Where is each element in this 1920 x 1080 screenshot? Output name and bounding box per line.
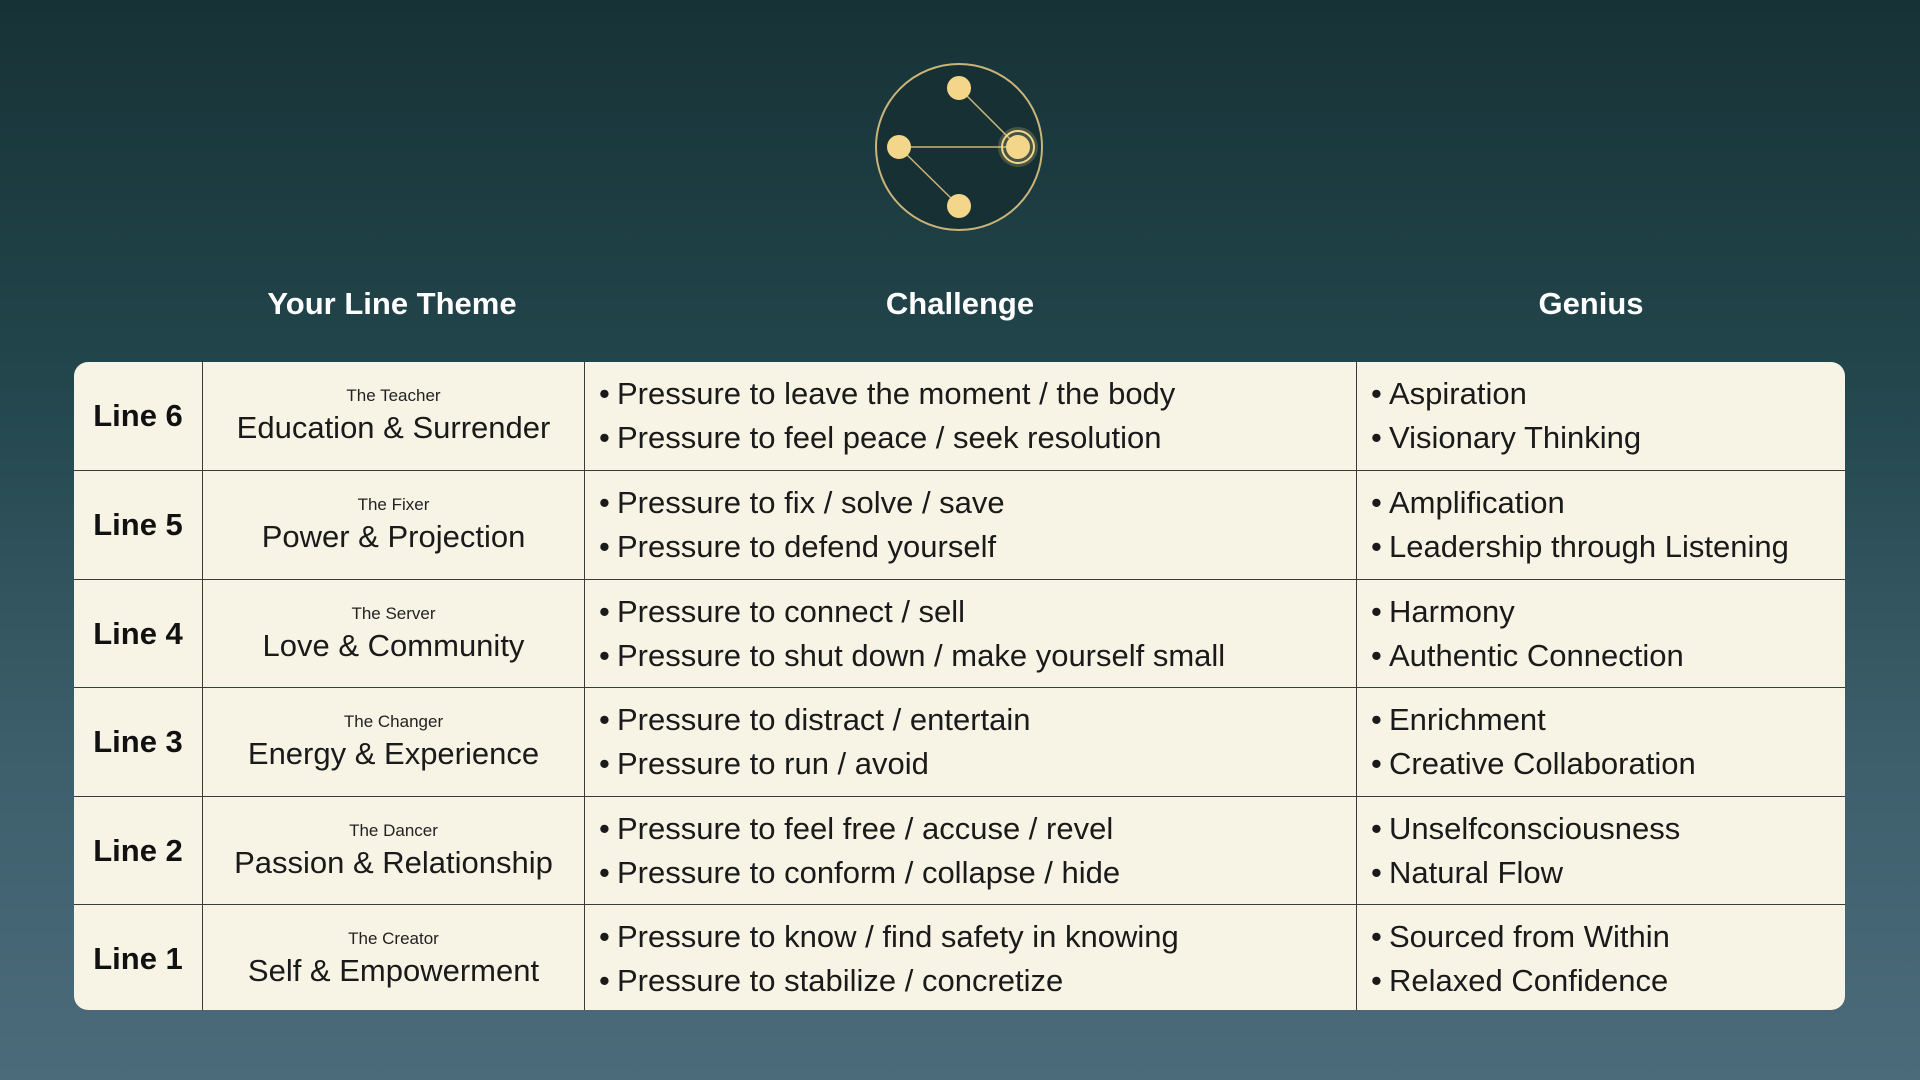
theme-title: Power & Projection: [261, 519, 526, 554]
table-row: [74, 688, 1845, 796]
list-item: • Enrichment: [1371, 702, 1546, 737]
list-item: • Pressure to stabilize / concretize: [599, 963, 1064, 998]
table-row: [74, 905, 1845, 1010]
list-item: • Pressure to leave the moment / the body: [599, 376, 1176, 411]
header-challenge: Challenge: [885, 286, 1035, 321]
challenge-cell: [585, 362, 1357, 470]
list-item: • Leadership through Listening: [1371, 529, 1789, 564]
line-cell: [74, 905, 203, 1010]
line-label: Line 5: [93, 507, 183, 542]
list-item: • Pressure to connect / sell: [599, 594, 966, 629]
theme-cell: [203, 580, 585, 688]
list-item: • Relaxed Confidence: [1371, 963, 1669, 998]
line-theme-table: [74, 362, 1845, 1010]
column-headers: [0, 286, 1920, 336]
list-item: • Natural Flow: [1371, 855, 1563, 890]
challenge-cell: [585, 688, 1357, 796]
genius-cell: [1357, 797, 1845, 905]
challenge-cell: [585, 797, 1357, 905]
list-item: • Creative Collaboration: [1371, 746, 1696, 781]
theme-title: Energy & Experience: [247, 736, 540, 771]
table-row: [74, 362, 1845, 470]
theme-cell: [203, 688, 585, 796]
theme-subtitle: The Teacher: [346, 386, 441, 405]
line-label: Line 1: [93, 941, 183, 976]
theme-title: Self & Empowerment: [247, 953, 540, 988]
list-item: • Pressure to fix / solve / save: [599, 485, 1005, 520]
theme-subtitle: The Creator: [348, 929, 439, 948]
challenge-cell: [585, 905, 1357, 1010]
theme-subtitle: The Fixer: [357, 495, 430, 514]
theme-title: Love & Community: [262, 628, 525, 663]
list-item: • Authentic Connection: [1371, 638, 1684, 673]
line-label: Line 3: [93, 724, 183, 759]
list-item: • Pressure to shut down / make yourself small: [599, 638, 1226, 673]
challenge-cell: [585, 471, 1357, 579]
line-label: Line 4: [93, 616, 183, 651]
list-item: • Harmony: [1371, 594, 1515, 629]
list-item: • Sourced from Within: [1371, 919, 1670, 954]
theme-title: Education & Surrender: [236, 410, 551, 445]
theme-cell: [203, 471, 585, 579]
genius-cell: [1357, 905, 1845, 1010]
line-label: Line 6: [93, 398, 183, 433]
list-item: • Pressure to feel peace / seek resolution: [599, 420, 1162, 455]
list-item: • Pressure to run / avoid: [599, 746, 929, 781]
list-item: • Pressure to distract / entertain: [599, 702, 1031, 737]
theme-cell: [203, 905, 585, 1010]
theme-subtitle: The Dancer: [349, 821, 438, 840]
table-row: [74, 471, 1845, 579]
genius-cell: [1357, 362, 1845, 470]
table-row: [74, 797, 1845, 905]
list-item: • Aspiration: [1371, 376, 1527, 411]
genius-cell: [1357, 688, 1845, 796]
line-cell: [74, 471, 203, 579]
line-cell: [74, 797, 203, 905]
table-row: [74, 580, 1845, 688]
list-item: • Pressure to conform / collapse / hide: [599, 855, 1121, 890]
line-cell: [74, 362, 203, 470]
list-item: • Amplification: [1371, 485, 1565, 520]
challenge-cell: [585, 580, 1357, 688]
list-item: • Pressure to defend yourself: [599, 529, 997, 564]
line-cell: [74, 688, 203, 796]
list-item: • Pressure to feel free / accuse / revel: [599, 811, 1114, 846]
header-theme: Your Line Theme: [267, 286, 517, 321]
list-item: • Unselfconsciousness: [1371, 811, 1681, 846]
theme-subtitle: The Server: [351, 604, 436, 623]
theme-cell: [203, 362, 585, 470]
genius-cell: [1357, 580, 1845, 688]
constellation-icon: [874, 62, 1044, 232]
header-genius: Genius: [1538, 286, 1644, 321]
genius-cell: [1357, 471, 1845, 579]
line-label: Line 2: [93, 833, 183, 868]
list-item: • Pressure to know / find safety in knowing: [599, 919, 1179, 954]
line-cell: [74, 580, 203, 688]
theme-cell: [203, 797, 585, 905]
theme-subtitle: The Changer: [343, 712, 444, 731]
list-item: • Visionary Thinking: [1371, 420, 1642, 455]
theme-title: Passion & Relationship: [234, 845, 553, 880]
